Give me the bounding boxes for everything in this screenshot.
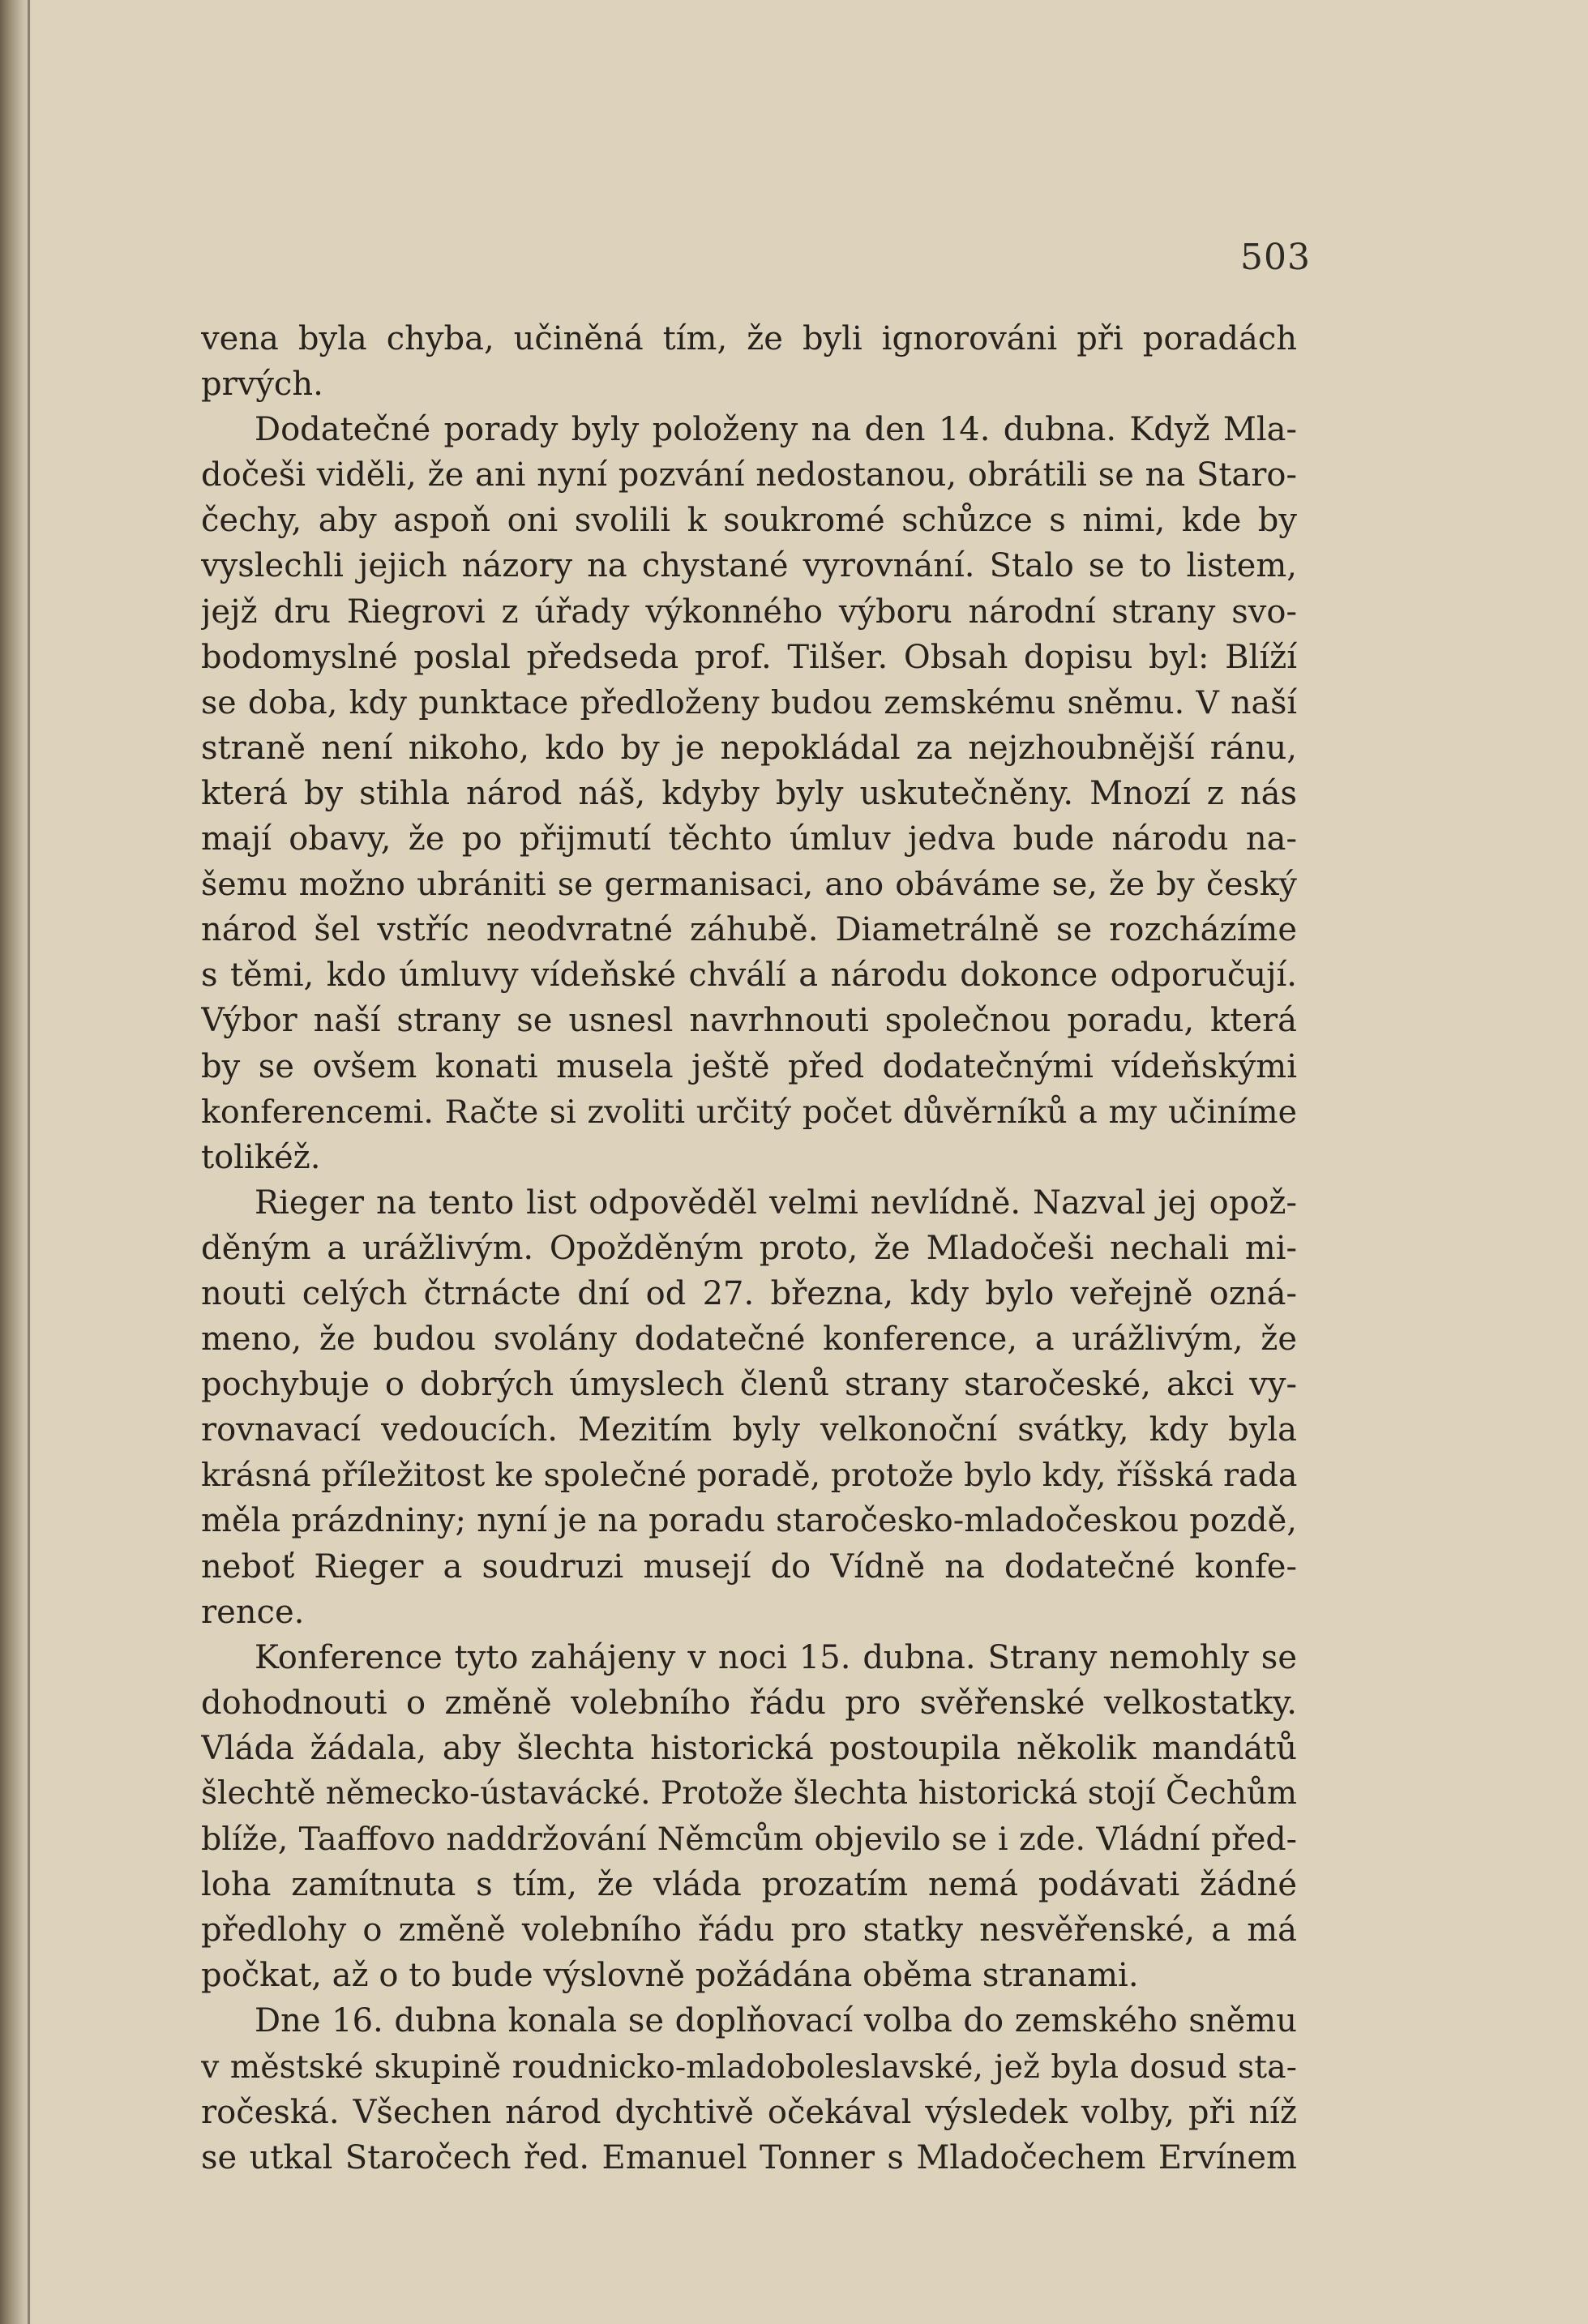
text-line: s těmi, kdo úmluvy vídeňské chválí a národu dokonce odporučují. xyxy=(201,957,1297,995)
text-line: dohodnouti o změně volebního řádu pro svěřenské velkostatky. xyxy=(201,1684,1297,1722)
text-line: loha zamítnuta s tím, že vláda prozatím nemá podávati žádné xyxy=(201,1866,1297,1904)
text-line: by se ovšem konati musela ještě před dodatečnými vídeňskými xyxy=(201,1047,1297,1085)
text-line: vyslechli jejich názory na chystané vyrovnání. Stalo se to listem, xyxy=(201,547,1297,585)
text-line: která by stihla národ náš, kdyby byly uskutečněny. Mnozí z nás xyxy=(201,774,1297,812)
text-line: Výbor naší strany se usnesl navrhnouti společnou poradu, která xyxy=(201,1002,1297,1040)
text-line: šlechtě německo-ústavácké. Protože šlechta historická stojí Čechům xyxy=(201,1775,1297,1812)
page-number: 503 xyxy=(1240,237,1311,278)
text-line: Konference tyto zahájeny v noci 15. dubna. Strany nemohly se xyxy=(255,1638,1297,1676)
text-line: jejž dru Riegrovi z úřady výkonného výboru národní strany svo- xyxy=(201,593,1297,631)
text-line: bodomyslné poslal předseda prof. Tilšer. Obsah dopisu byl: Blíží xyxy=(201,638,1297,676)
text-line: v městské skupině roudnicko-mladoboleslavské, jež byla dosud sta- xyxy=(201,2048,1297,2086)
text-line: blíže, Taaffovo naddržování Němcům objevilo se i zde. Vládní před- xyxy=(201,1821,1297,1859)
text-line: Vláda žádala, aby šlechta historická postoupila několik mandátů xyxy=(201,1729,1297,1767)
text-line: mají obavy, že po přijmutí těchto úmluv jedva bude národu na- xyxy=(201,820,1297,858)
text-line: nouti celých čtrnácte dní od 27. března, kdy bylo veřejně ozná- xyxy=(201,1274,1297,1312)
text-line: dočeši viděli, že ani nyní pozvání nedostanou, obrátili se na Staro- xyxy=(201,456,1297,494)
text-line: Rieger na tento list odpověděl velmi nevlídně. Nazval jej opož- xyxy=(255,1183,1297,1222)
text-line: neboť Rieger a soudruzi musejí do Vídně na dodatečné konfe- xyxy=(201,1547,1297,1586)
text-line: prvých. xyxy=(201,366,323,404)
text-line: straně není nikoho, kdo by je nepokládal za nejzhoubnější ránu, xyxy=(201,729,1297,767)
text-line: krásná příležitost ke společné poradě, protože bylo kdy, říšská rada xyxy=(201,1457,1297,1495)
text-line: pochybuje o dobrých úmyslech členů strany staročeské, akci vy- xyxy=(201,1366,1297,1404)
text-line: národ šel vstříc neodvratné záhubě. Diametrálně se rozcházíme xyxy=(201,911,1297,949)
text-line: vena byla chyba, učiněná tím, že byli ignorováni při poradách xyxy=(201,320,1297,357)
text-line: meno, že budou svolány dodatečné konference, a urážlivým, že xyxy=(201,1320,1297,1359)
text-line: počkat, až o to bude výslovně požádána oběma stranami. xyxy=(201,1957,1139,1995)
text-line: se utkal Staročech řed. Emanuel Tonner s Mladočechem Ervínem xyxy=(201,2138,1297,2176)
text-line: rovnavací vedoucích. Mezitím byly velkonoční svátky, kdy byla xyxy=(201,1411,1297,1449)
text-line: Dne 16. dubna konala se doplňovací volba do zemského sněmu xyxy=(255,2002,1297,2040)
text-line: děným a urážlivým. Opožděným proto, že Mladočeši nechali mi- xyxy=(201,1229,1297,1267)
binding-line xyxy=(28,0,30,2324)
text-line: tolikéž. xyxy=(201,1138,321,1176)
text-line: ročeská. Všechen národ dychtivě očekával výsledek volby, při níž xyxy=(201,2093,1297,2131)
text-line: konferencemi. Račte si zvoliti určitý počet důvěrníků a my učiníme xyxy=(201,1093,1297,1131)
text-line: předlohy o změně volebního řádu pro statky nesvěřenské, a má xyxy=(201,1911,1297,1950)
text-line: Dodatečné porady byly položeny na den 14. dubna. Když Mla- xyxy=(255,411,1297,449)
text-line: se doba, kdy punktace předloženy budou zemskému sněmu. V naší xyxy=(201,683,1297,721)
body-text xyxy=(201,316,1297,2181)
text-line: rence. xyxy=(201,1593,305,1631)
text-line: šemu možno ubrániti se germanisaci, ano obáváme se, že by český xyxy=(201,866,1297,904)
text-line: měla prázdniny; nyní je na poradu staročesko-mladočeskou pozdě, xyxy=(201,1502,1297,1540)
text-line: čechy, aby aspoň oni svolili k soukromé schůzce s nimi, kde by xyxy=(201,502,1297,540)
